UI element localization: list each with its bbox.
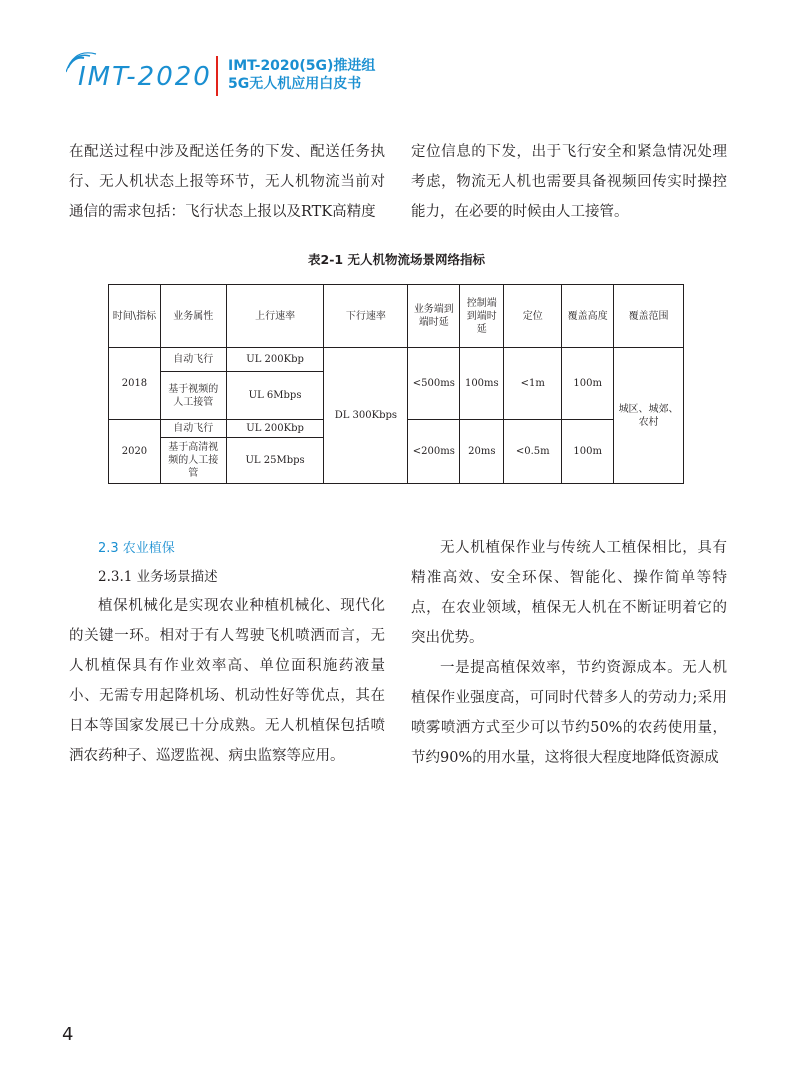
intro-left-column — [69, 137, 385, 227]
logo-text: IMT-2020 — [78, 62, 212, 92]
header-cell: 定位 — [504, 285, 562, 348]
intro-right-paragraph: 定位信息的下发，出于飞行安全和紧急情况处理考虑，物流无人机也需要具备视频回传实时操控能力，在必要的时候由人工接管。 — [411, 144, 727, 220]
height-cell: 100m — [562, 420, 614, 484]
control-latency-cell: 20ms — [460, 420, 504, 484]
height-cell: 100m — [562, 348, 614, 420]
uplink-cell: UL 200Kbp — [226, 420, 324, 438]
year-cell: 2018 — [109, 348, 161, 420]
latency-cell: <500ms — [408, 348, 460, 420]
header-cell: 业务属性 — [160, 285, 226, 348]
downlink-cell: DL 300Kbps — [324, 348, 408, 484]
section-left-paragraph: 植保机械化是实现农业种植机械化、现代化的关键一环。相对于有人驾驶飞机喷洒而言，无人机植保具有作业效率高、单位面积施药液量小、无需专用起降机场、机动性好等优点，其在日本等国家发展已十分成熟。无人机植保包括喷洒农药种子、巡逻监视、病虫监察等应用。 — [69, 598, 385, 764]
page-number: 4 — [62, 1024, 74, 1045]
service-cell: 基于高清视频的人工接管 — [160, 438, 226, 484]
header-cell: 时间\指标 — [109, 285, 161, 348]
uplink-cell: UL 6Mbps — [226, 372, 324, 420]
latency-cell: <200ms — [408, 420, 460, 484]
header-cell: 覆盖范围 — [614, 285, 684, 348]
service-cell: 自动飞行 — [160, 420, 226, 438]
intro-right-column — [411, 137, 727, 227]
header-title — [228, 57, 375, 93]
network-metrics-table — [108, 284, 684, 484]
header-cell: 控制端到端时延 — [460, 285, 504, 348]
table-caption: 表2-1 无人机物流场景网络指标 — [308, 252, 485, 267]
header-divider — [216, 56, 218, 96]
header-title-line1: IMT-2020(5G)推进组 — [228, 58, 376, 74]
service-cell: 基于视频的人工接管 — [160, 372, 226, 420]
service-cell: 自动飞行 — [160, 348, 226, 372]
uplink-cell: UL 25Mbps — [226, 438, 324, 484]
section-right-paragraph-2: 一是提高植保效率，节约资源成本。无人机植保作业强度高，可同时代替多人的劳动力;采用喷雾喷洒方式至少可以节约50%的农药使用量，节约90%的用水量，这将很大程度地降低资源成 — [411, 660, 727, 766]
section-left-column — [69, 591, 385, 771]
section-right-column — [411, 533, 727, 773]
table-row — [109, 348, 684, 372]
position-cell: <1m — [504, 348, 562, 420]
coverage-cell: 城区、城郊、农村 — [614, 348, 684, 484]
header-title-line2: 5G无人机应用白皮书 — [228, 76, 362, 92]
position-cell: <0.5m — [504, 420, 562, 484]
control-latency-cell: 100ms — [460, 348, 504, 420]
section-title: 2.3 农业植保 — [98, 541, 175, 556]
year-cell: 2020 — [109, 420, 161, 484]
table-header-row — [109, 285, 684, 348]
header-cell: 上行速率 — [226, 285, 324, 348]
header-cell: 业务端到端时延 — [408, 285, 460, 348]
header-cell: 覆盖高度 — [562, 285, 614, 348]
intro-left-paragraph: 在配送过程中涉及配送任务的下发、配送任务执行、无人机状态上报等环节，无人机物流当前对通信的需求包括：飞行状态上报以及RTK高精度 — [69, 144, 385, 220]
subsection-title: 2.3.1 业务场景描述 — [98, 569, 218, 585]
section-right-paragraph-1: 无人机植保作业与传统人工植保相比，具有精准高效、安全环保、智能化、操作简单等特点，在农业领域，植保无人机在不断证明着它的突出优势。 — [411, 540, 727, 646]
uplink-cell: UL 200Kbp — [226, 348, 324, 372]
header-cell: 下行速率 — [324, 285, 408, 348]
